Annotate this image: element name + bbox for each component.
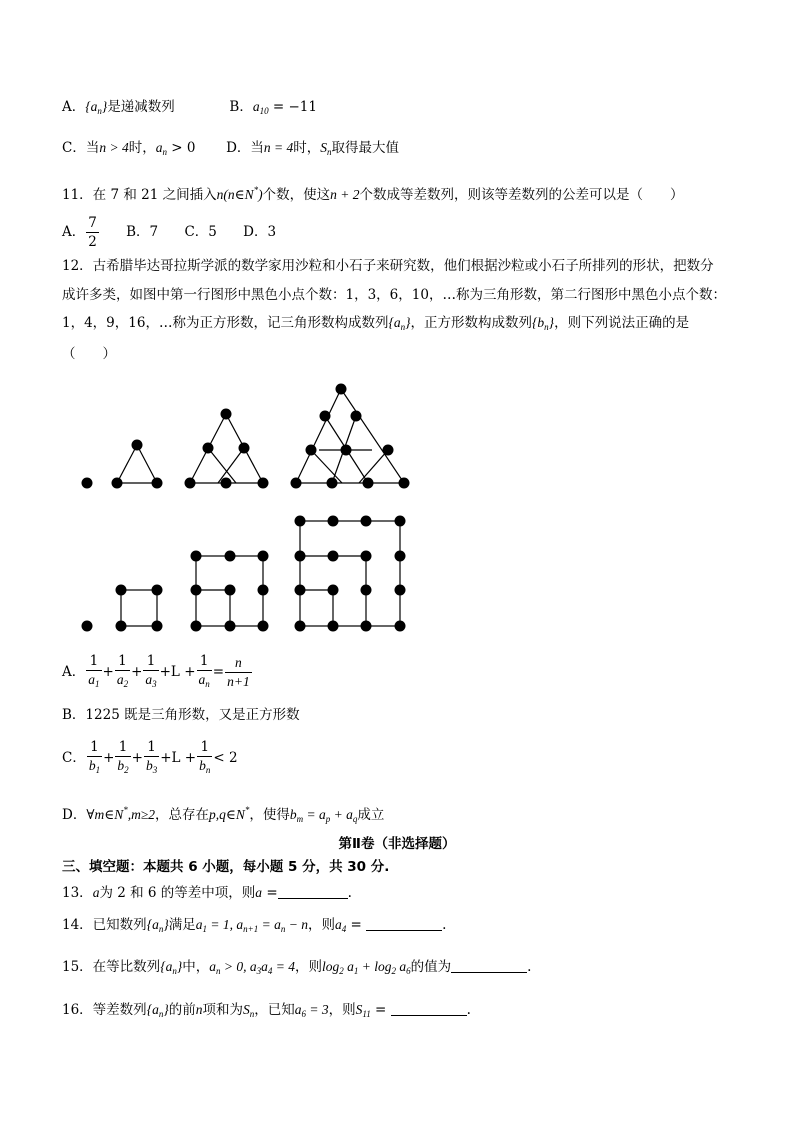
q16: 16．等差数列$\{a_n\}$的前n项和为$S_n$，已知$a_6 = 3$，则$S_{11}$ = . — [62, 1002, 471, 1019]
q12-option-c: C． $\frac{1}{b_1}$ + $\frac{1}{b_2}$ + $\frac{1}{b_3}$ +L + $\frac{1}{b_n}$ < 2 — [62, 739, 238, 775]
q12-line-2: 成许多类，如图中第一行图形中黑色小点个数：1，3，6，10，…称为三角形数，第二行图形中黑色小点个数： — [62, 287, 726, 303]
figure-dots — [82, 384, 410, 632]
q12-option-d: D．∀m∈N*,m≥2，总存在p,q∈N*，使得$b_m = a_p + a_q$成立 — [62, 805, 385, 824]
q11-options: A． $\frac{7}{2}$ B．7 C．5 D．3 — [62, 215, 277, 250]
answer-blank[interactable] — [451, 958, 527, 973]
q12-option-a: A． $\frac{1}{a_1}$ + $\frac{1}{a_2}$ + $\frac{1}{a_3}$ +L + $\frac{1}{a_n}$ = $\frac{n}{n+1}$ — [62, 653, 250, 689]
q13: 13．a为 2 和 6 的等差中项，则a = . — [62, 885, 352, 901]
q14: 14．已知数列$\{a_n\}$满足$a_1 = 1$, $a_{n+1} = a_n - n$，则$a_4$ = . — [62, 917, 447, 934]
seq-a-n: $\{a_n\}$ — [85, 99, 108, 116]
answer-blank[interactable] — [278, 884, 348, 899]
q10-options-ab: A．$\{a_n\}$是递减数列 B．$a_{10} = -11$ — [62, 99, 317, 116]
section-three-heading: 三、填空题：本题共 6 小题，每小题 5 分，共 30 分. — [62, 859, 390, 875]
q15: 15．在等比数列$\{a_n\}$中，$a_n > 0$, $a_3a_4 = 4$，则$\log_2 a_1 + \log_2 a_6$的值为 . — [62, 959, 532, 976]
answer-blank[interactable] — [366, 916, 442, 931]
q12-option-b: B．1225 既是三角形数，又是正方形数 — [62, 707, 300, 723]
answer-blank[interactable] — [391, 1001, 467, 1016]
q12-line-4: （ ） — [62, 346, 116, 362]
fraction-seven-halves: $\frac{7}{2}$ — [88, 215, 97, 250]
q12-line-3: 1，4，9，16，…称为正方形数，记三角形数构成数列$\{a_n\}$，正方形数构成数列$\{b_n\}$，则下列说法正确的是 — [62, 315, 690, 332]
q12-line-1: 12．古希腊毕达哥拉斯学派的数学家用沙粒和小石子来研究数，他们根据沙粒或小石子所排列的形状，把数分 — [62, 258, 714, 274]
q10-options-cd: C．当n > 4时，$a_n > 0$ D．当n = 4时，$S_n$取得最大值 — [62, 140, 400, 157]
part-two-title: 第Ⅱ卷（非选择题） — [338, 836, 456, 852]
q11-stem: 11．在 7 和 21 之间插入n(n∈N*)个数，使这n + 2个数成等差数列，则该等差数列的公差可以是（ ） — [62, 185, 684, 203]
